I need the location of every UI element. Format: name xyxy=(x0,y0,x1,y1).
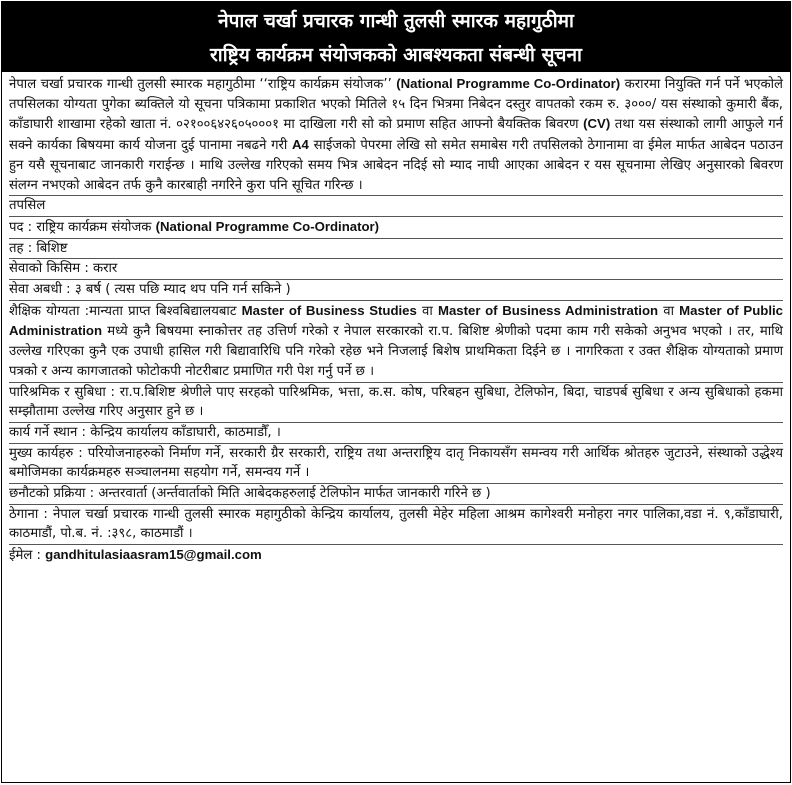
workplace-label: कार्य गर्ने स्थान : xyxy=(9,424,91,440)
duration-value: ३ बर्ष ( त्यस पछि म्याद थप पनि गर्न सकिने ) xyxy=(74,282,291,298)
qualification-mpa: Master of Public Administration xyxy=(9,302,783,339)
intro-text-2: करारमा नियुक्ति गर्न पर्ने भएकोले तपसिलका योग्यता पुगेका ब्यक्तिले यो सूचना पत्रिकामा प्रकाशित भएको मितिले १५ दिन भित्रमा निबेदन दस्तुर वापतको रकम रु. ३०००/ यस संस्थाको कुमारी बैंक, काँडाघारी शाखामा रहेको खाता नं. ०२१००६४२६०५०००१ मा दाखिला गरी सो को प्रमाण सहित आफ्नो बैयक्तिक बिवरण xyxy=(9,77,783,133)
intro-paragraph xyxy=(9,74,783,196)
duration-label: सेवा अबधी : xyxy=(9,282,75,298)
address-row xyxy=(9,505,783,545)
service-type-label: सेवाको किसिम : xyxy=(9,261,93,277)
intro-a4: A4 xyxy=(292,137,309,153)
duties-row xyxy=(9,444,783,484)
email-link[interactable]: gandhitulasiaasram15@gmail.com xyxy=(45,547,262,563)
address-label: ठेगाना : xyxy=(9,506,54,522)
intro-text-4: साईजको पेपरमा लेखि सो समेत समाबेस गरी तपसिलको ठेगानामा वा ईमेल मार्फत आबेदन पठाउन हुन यसै सूचनाबाट जानकारी गराईन्छ । माथि उल्लेख गरिएको समय भित्र आबेदन नदिई सो म्याद नाघी आएका आबेदन र यस सूचनामा लेखिए अनुसारको बिवरण संलग्न नभएको आबेदन तर्फ कुनै कारबाही नगरिने कुरा पनि सूचित गरिन्छ । xyxy=(9,138,783,193)
qualification-text-3: वा xyxy=(658,303,680,319)
level-row xyxy=(9,239,783,260)
duties-value: परियोजनाहरुको निर्माण गर्ने, सरकारी ग्रैर सरकारी, राष्ट्रिय तथा अन्तराष्ट्रिय दातृ निकायसँग समन्वय गरी आर्थिक श्रोतहरु जुटाउने, संस्थाको उद्धेश्य बमोजिमका कार्यक्रमहरु सञ्चालनमा सहयोग गर्ने, समन्वय गर्ने । xyxy=(9,445,783,481)
intro-cv: (CV) xyxy=(583,116,611,132)
qualification-text-2: वा xyxy=(416,303,438,319)
selection-value: अन्तरवार्ता (अर्न्तवार्ताको मिति आबेदकहरुलाई टेलिफोन मार्फत जानकारी गरिने छ ) xyxy=(98,486,491,502)
qualification-label: शैक्षिक योग्यता : xyxy=(9,303,90,319)
qualification-text-4: मध्ये कुनै बिषयमा स्नाकोत्तर तह उत्तिर्ण गरेको र नेपाल सरकारको रा.प. बिशिष्ट श्रेणीको पदमा काम गरी सकेको अनुभव भएको । तर, माथि उल्लेख गरिएका कुनै एक उपाधी हासिल गरी बिद्यावारिधि पनि गरेको रहेछ भने निजलाई बिशेष प्राथमिकता दिईने छ । नागरिकता र उक्त शैक्षिक योग्यताको प्रमाण पत्रको र अन्य कागजातको फोटोकपी नोटरीबाट प्रमाणित गरी पेश गर्नु पर्ने छ । xyxy=(9,324,783,379)
post-english: (National Programme Co-Ordinator) xyxy=(155,218,380,234)
qualification-text-1: मान्यता प्राप्त बिश्वबिद्यालयबाट xyxy=(89,303,242,319)
intro-text-3: तथा यस संस्थाको लागी आफुले गर्न सक्ने कार्यका बिषयमा कार्य योजना दुई पानामा नबढने गरी xyxy=(9,117,783,154)
post-row xyxy=(9,217,783,239)
tapsil-heading: तपसिल xyxy=(9,196,783,217)
notice xyxy=(1,1,791,783)
service-type-row xyxy=(9,259,783,280)
header-line-1: नेपाल चर्खा प्रचारक गान्धी तुलसी स्मारक महागुठीमा xyxy=(218,10,574,32)
level-label: तह : xyxy=(9,240,37,256)
selection-row xyxy=(9,484,783,505)
level-value: बिशिष्ट xyxy=(36,240,68,256)
notice-body xyxy=(2,72,790,566)
post-label: पद : xyxy=(9,219,37,235)
duration-row xyxy=(9,280,783,301)
selection-label: छनौटको प्रक्रिया : xyxy=(9,486,99,502)
header-line-2: राष्ट्रिय कार्यक्रम संयोजकको आबश्यकता संबन्धी सूचना xyxy=(210,44,582,66)
workplace-row xyxy=(9,423,783,444)
service-type-value: करार xyxy=(93,261,118,277)
qualification-row xyxy=(9,301,783,383)
email-label: ईमेल : xyxy=(9,548,46,564)
remuneration-label: पारिश्रमिक र सुबिधा : xyxy=(9,384,120,400)
notice-header xyxy=(2,2,790,72)
intro-english-title: (National Programme Co-Ordinator) xyxy=(396,76,621,91)
workplace-value: केन्द्रिय कार्यालय काँडाघारी, काठमाडौँ, । xyxy=(90,424,281,440)
qualification-mba: Master of Business Administration xyxy=(437,302,659,318)
email-row xyxy=(9,545,783,566)
remuneration-value: रा.प.बिशिष्ट श्रेणीले पाए सरहको पारिश्रमिक, भत्ता, क.स. कोष, परिबहन सुबिधा, टेलिफोन, बिदा, चाडपर्ब सुबिधा र अन्य सुबिधाको हकमा सम्झौतामा उल्लेख गरिए अनुसार हुने छ । xyxy=(9,384,783,420)
intro-text-1: नेपाल चर्खा प्रचारक गान्धी तुलसी स्मारक महागुठीमा ‘‘राष्ट्रिय कार्यक्रम संयोजक’’ xyxy=(9,77,397,92)
duties-label: मुख्य कार्यहरु : xyxy=(9,445,88,461)
qualification-mbs: Master of Business Studies xyxy=(241,302,417,318)
post-value: राष्ट्रिय कार्यक्रम संयोजक xyxy=(36,219,156,235)
address-value: नेपाल चर्खा प्रचारक गान्धी तुलसी स्मारक महागुठीको केन्द्रिय कार्यालय, तुलसी मेहेर महिला आश्रम कागेश्वरी मनोहरा नगर पालिका,वडा नं. ९,काँडाघारी, काठमाडौं, पो.ब. नं. :३९८, काठमाडौं । xyxy=(9,506,783,542)
remuneration-row xyxy=(9,383,783,423)
